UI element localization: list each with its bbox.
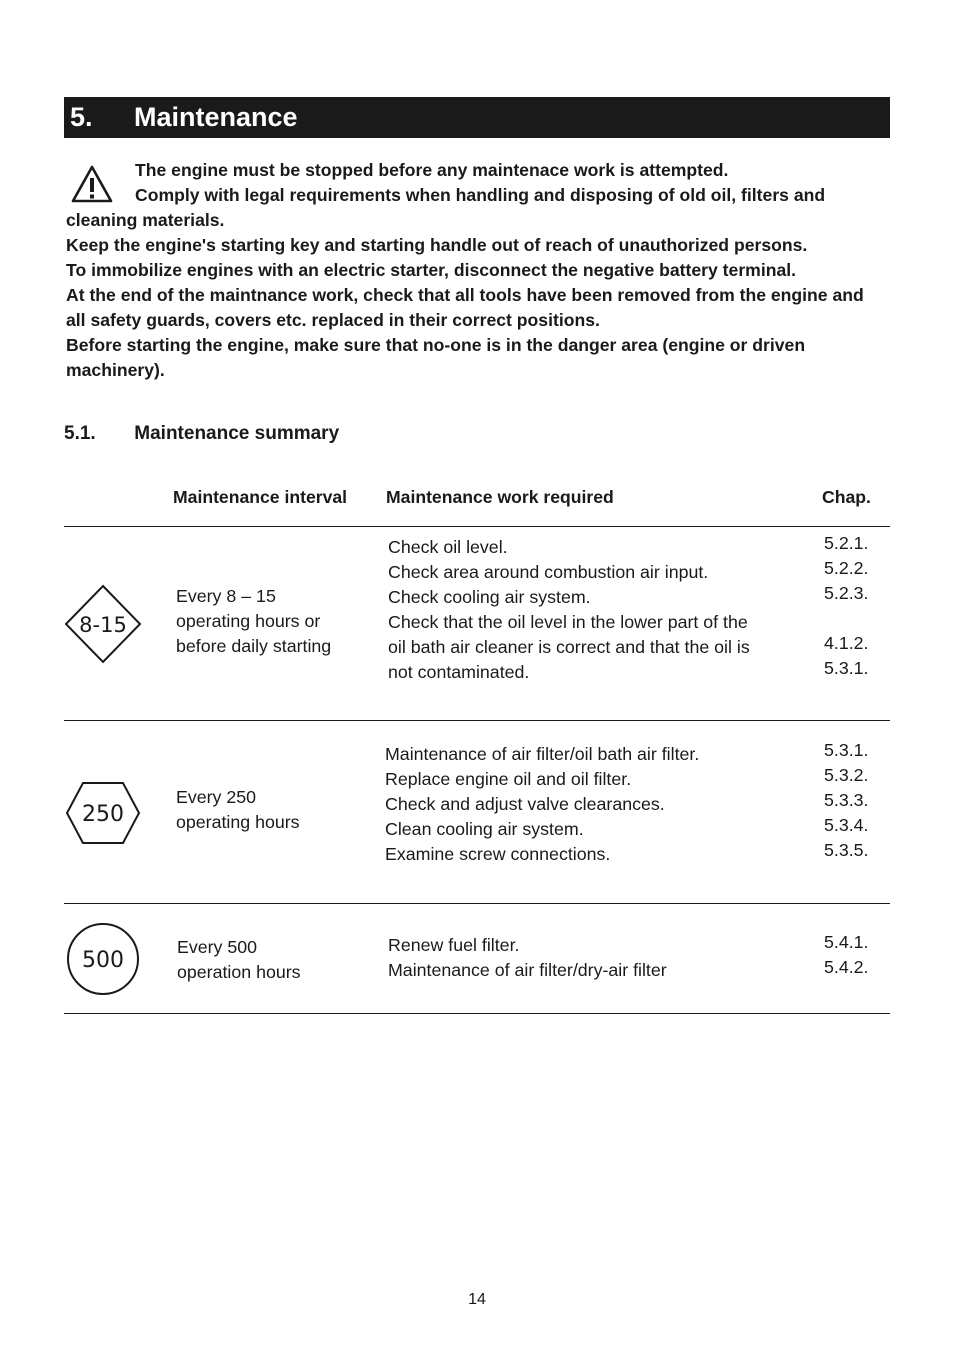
- work-line: Maintenance of air filter/dry-air filter: [388, 960, 667, 980]
- work-line: Check oil level.: [388, 537, 508, 557]
- interval-line: before daily starting: [176, 636, 332, 656]
- subsection-heading: [64, 423, 339, 445]
- interval-cell: [176, 584, 331, 659]
- table-divider: [64, 903, 890, 904]
- work-cell: [388, 933, 667, 983]
- chapter-ref: 5.2.1.: [824, 533, 869, 553]
- warning-line: At the end of the maintnance work, check that all tools have been removed from the engine and all safety guards, covers etc. replaced in their correct positions.: [66, 285, 864, 330]
- page-number: 14: [468, 1291, 486, 1308]
- chapter-cell: [824, 930, 869, 980]
- table-divider: [64, 1013, 890, 1014]
- chapter-ref: 4.1.2.: [824, 633, 869, 653]
- interval-line: operation hours: [177, 962, 301, 982]
- interval-cell: [177, 935, 301, 985]
- work-line: Renew fuel filter.: [388, 935, 520, 955]
- work-line: Check cooling air system.: [388, 587, 591, 607]
- section-title-bar: [64, 97, 890, 138]
- work-cell: [385, 742, 699, 867]
- warning-line: Before starting the engine, make sure that no-one is in the danger area (engine or driven machinery).: [66, 335, 806, 380]
- warning-line: Keep the engine's starting key and starting handle out of reach of unauthorized persons.: [66, 235, 808, 255]
- work-line: Clean cooling air system.: [385, 819, 584, 839]
- interval-line: Every 250: [176, 787, 257, 807]
- interval-line: Every 8 – 15: [176, 586, 276, 606]
- chapter-ref: 5.3.1.: [824, 740, 869, 760]
- section-title: Maintenance: [134, 102, 298, 132]
- warning-line: To immobilize engines with an electric starter, disconnect the negative battery terminal.: [66, 260, 797, 280]
- work-line: Check area around combustion air input.: [388, 562, 709, 582]
- warning-line: Comply with legal requirements when handling and disposing of old oil, filters and cleaning materials.: [66, 185, 826, 230]
- chapter-ref: 5.2.2.: [824, 558, 869, 578]
- chapter-cell: [824, 531, 869, 681]
- warning-line: The engine must be stopped before any maintenace work is attempted.: [135, 160, 729, 180]
- section-number: 5.: [70, 102, 93, 132]
- safety-warning-block: [66, 158, 886, 383]
- interval-badge-hexagon-icon: [64, 781, 142, 845]
- work-line: oil bath air cleaner is correct and that the oil is: [388, 637, 750, 657]
- interval-line: operating hours: [176, 812, 300, 832]
- work-line: not contaminated.: [388, 662, 530, 682]
- badge-label: 500: [82, 948, 124, 973]
- chapter-ref: 5.3.3.: [824, 790, 869, 810]
- work-line: Maintenance of air filter/oil bath air filter.: [385, 744, 700, 764]
- chapter-ref: 5.3.1.: [824, 658, 869, 678]
- chapter-ref: 5.4.1.: [824, 932, 869, 952]
- column-header-work: Maintenance work required: [386, 487, 614, 507]
- column-header-chap: Chap.: [822, 487, 871, 507]
- chapter-ref: 5.4.2.: [824, 957, 869, 977]
- chapter-ref: 5.2.3.: [824, 583, 869, 603]
- work-line: Check that the oil level in the lower part of the: [388, 612, 748, 632]
- chapter-cell: [824, 738, 869, 863]
- subsection-title: Maintenance summary: [134, 423, 340, 444]
- interval-cell: [176, 785, 300, 835]
- work-line: Replace engine oil and oil filter.: [385, 769, 632, 789]
- badge-label: 250: [82, 802, 124, 827]
- table-divider: [64, 526, 890, 527]
- column-header-interval: Maintenance interval: [173, 487, 348, 507]
- interval-line: Every 500: [177, 937, 258, 957]
- badge-label: 8-15: [79, 613, 127, 637]
- interval-badge-circle-icon: [66, 922, 140, 996]
- chapter-ref: 5.3.4.: [824, 815, 869, 835]
- interval-line: operating hours or: [176, 611, 321, 631]
- chapter-ref: 5.3.2.: [824, 765, 869, 785]
- work-cell: [388, 535, 750, 685]
- chapter-ref: 5.3.5.: [824, 840, 869, 860]
- table-divider: [64, 720, 890, 721]
- interval-badge-diamond-icon: [64, 584, 142, 664]
- work-line: Examine screw connections.: [385, 844, 611, 864]
- subsection-number: 5.1.: [64, 423, 96, 444]
- work-line: Check and adjust valve clearances.: [385, 794, 665, 814]
